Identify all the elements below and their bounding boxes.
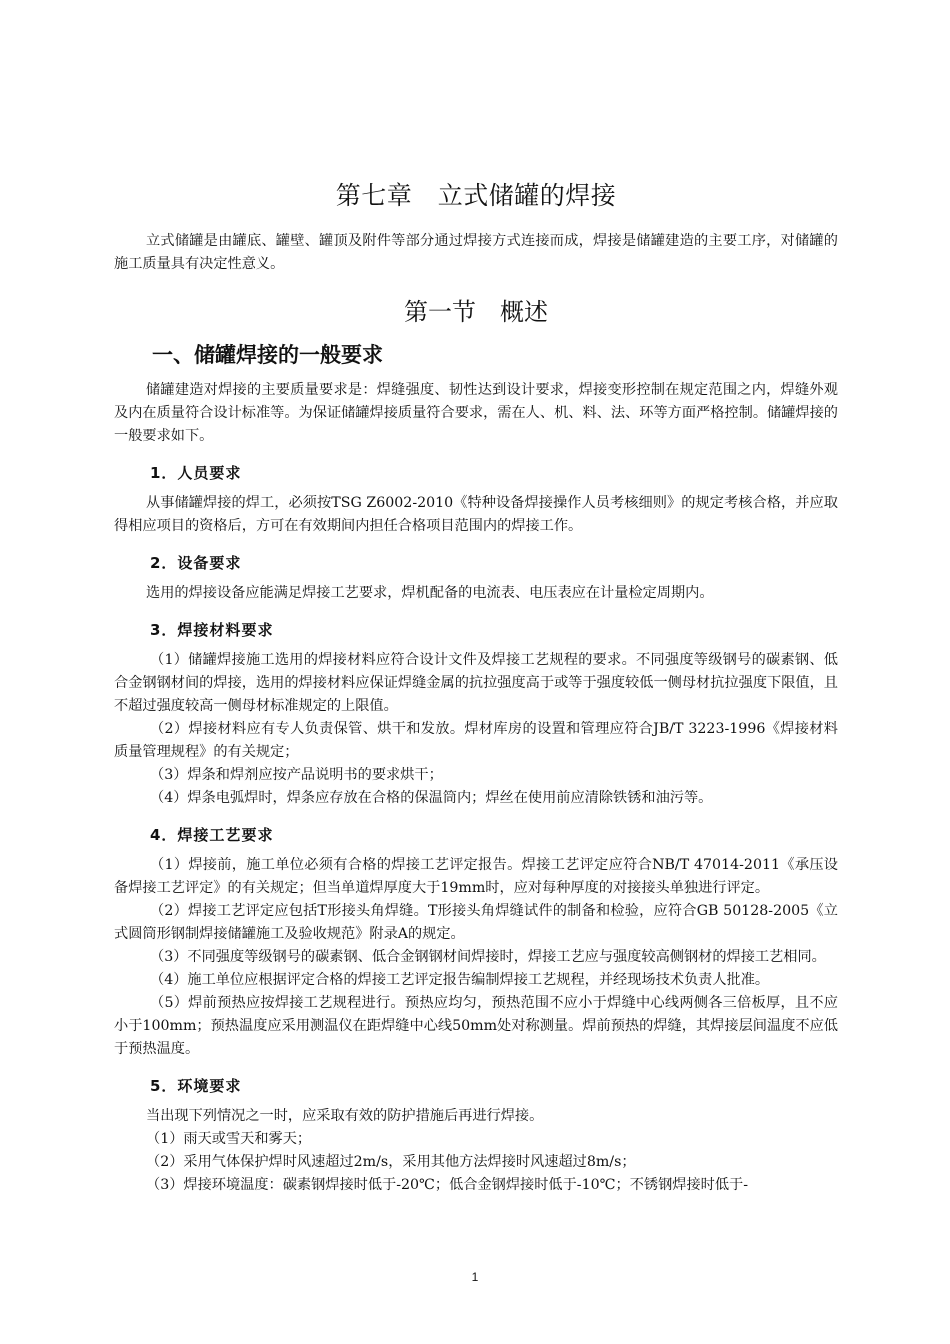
item-paragraph: 选用的焊接设备应能满足焊接工艺要求，焊机配备的电流表、电压表应在计量检定周期内。 — [146, 585, 714, 601]
chapter-title: 第七章 立式储罐的焊接 — [335, 181, 617, 210]
item-paragraph: （3）焊条和焊剂应按产品说明书的要求烘干； — [150, 767, 443, 783]
chapter-intro: 立式储罐是由罐底、罐壁、罐顶及附件等部分通过焊接方式连接而成，焊接是储罐建造的主要工序，对储罐的施工质量具有决定性意义。 — [114, 233, 838, 272]
page-number: 1 — [471, 1270, 479, 1284]
item-paragraph: （1）储罐焊接施工选用的焊接材料应符合设计文件及焊接工艺规程的要求。不同强度等级钢号的碳素钢、低合金钢钢材间的焊接，选用的焊接材料应保证焊缝金属的抗拉强度高于或等于强度较低一侧母材抗拉强度下限值，且不超过强度较高一侧母材标准规定的上限值。 — [114, 652, 838, 714]
item-heading-personnel: 1．人员要求 — [150, 464, 242, 482]
item-paragraph: 当出现下列情况之一时，应采取有效的防护措施后再进行焊接。 — [146, 1108, 544, 1124]
item-paragraph: （2）采用气体保护焊时风速超过2m/s，采用其他方法焊接时风速超过8m/s； — [146, 1154, 636, 1170]
subsection-title: 一、储罐焊接的一般要求 — [152, 343, 383, 367]
item-heading-equipment: 2．设备要求 — [150, 554, 242, 572]
item-heading-environment: 5．环境要求 — [150, 1077, 242, 1095]
subsection-intro: 储罐建造对焊接的主要质量要求是：焊缝强度、韧性达到设计要求，焊接变形控制在规定范围之内，焊缝外观及内在质量符合设计标准等。为保证储罐焊接质量符合要求，需在人、机、料、法、环等方面严格控制。储罐焊接的一般要求如下。 — [114, 382, 838, 444]
item-paragraph: （4）焊条电弧焊时，焊条应存放在合格的保温筒内；焊丝在使用前应清除铁锈和油污等。 — [150, 790, 713, 806]
page-content — [114, 176, 838, 1197]
section-title: 第一节 概述 — [404, 298, 548, 326]
item-paragraph: （4）施工单位应根据评定合格的焊接工艺评定报告编制焊接工艺规程，并经现场技术负责人批准。 — [150, 972, 770, 988]
item-paragraph: （3）焊接环境温度：碳素钢焊接时低于-20℃；低合金钢焊接时低于-10℃；不锈钢焊接时低于- — [146, 1177, 749, 1193]
item-paragraph: （3）不同强度等级钢号的碳素钢、低合金钢钢材间焊接时，焊接工艺应与强度较高侧钢材的焊接工艺相同。 — [150, 949, 826, 965]
item-paragraph: （2）焊接材料应有专人负责保管、烘干和发放。焊材库房的设置和管理应符合JB/T 3223-1996《焊接材料质量管理规程》的有关规定； — [114, 721, 838, 760]
item-paragraph: 从事储罐焊接的焊工，必须按TSG Z6002-2010《特种设备焊接操作人员考核细则》的规定考核合格，并应取得相应项目的资格后，方可在有效期间内担任合格项目范围内的焊接工作。 — [114, 495, 838, 534]
item-paragraph: （5）焊前预热应按焊接工艺规程进行。预热应均匀，预热范围不应小于焊缝中心线两侧各三倍板厚，且不应小于100mm；预热温度应采用测温仪在距焊缝中心线50mm处对称测量。焊前预热的焊缝，其焊接层间温度不应低于预热温度。 — [114, 995, 838, 1057]
item-heading-process: 4．焊接工艺要求 — [150, 826, 274, 844]
item-heading-materials: 3．焊接材料要求 — [150, 621, 274, 639]
item-paragraph: （1）雨天或雪天和雾天； — [146, 1131, 312, 1147]
item-paragraph: （2）焊接工艺评定应包括T形接头角焊缝。T形接头角焊缝试件的制备和检验，应符合GB 50128-2005《立式圆筒形钢制焊接储罐施工及验收规范》附录A的规定。 — [114, 903, 838, 942]
item-paragraph: （1）焊接前，施工单位必须有合格的焊接工艺评定报告。焊接工艺评定应符合NB/T 47014-2011《承压设备焊接工艺评定》的有关规定；但当单道焊厚度大于19mm时，应对每种厚度的对接接头单独进行评定。 — [114, 857, 838, 896]
